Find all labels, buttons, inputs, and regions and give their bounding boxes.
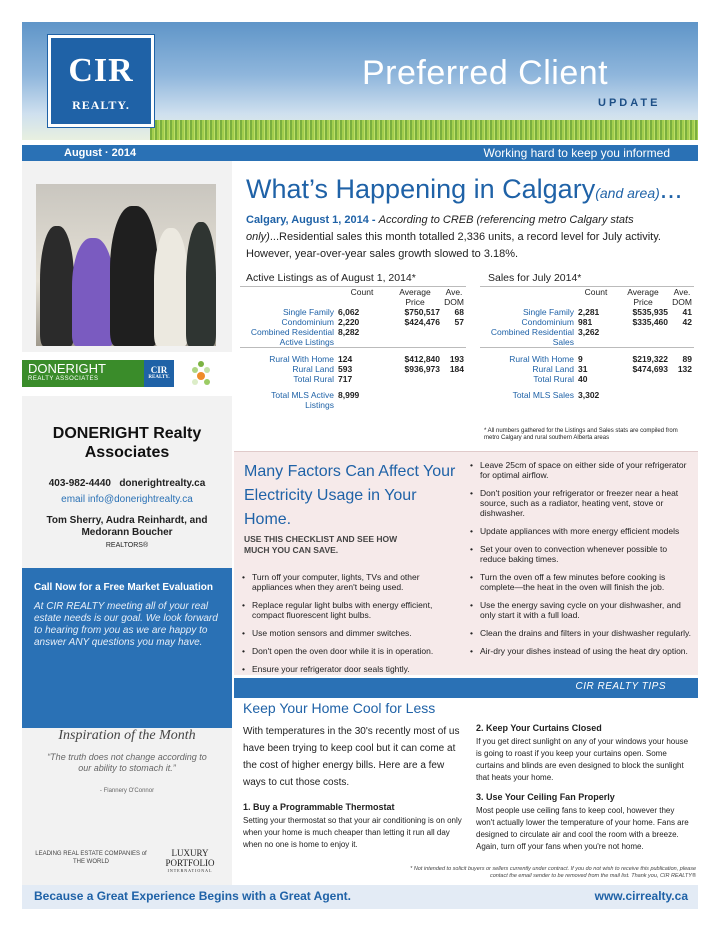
table-row xyxy=(480,374,694,384)
col-avg: Average Price xyxy=(399,287,431,307)
checklist-item: • Set your oven to convection whenever possible to reduce baking times. xyxy=(470,544,692,564)
table-row xyxy=(240,348,466,365)
tip1-title: 1. Buy a Programmable Thermostat xyxy=(243,802,395,812)
cell: 717 xyxy=(338,374,353,384)
disclaimer: * Not intended to solicit buyers or sellers currently under contract. If you do not wish to receive this publication, please contact the email sender to be removed from the mail list. Thank you, CIR REALTY® xyxy=(410,866,696,879)
cell: 42 xyxy=(682,317,692,327)
tips-bar xyxy=(234,678,698,698)
doneright-logo-text: DONERIGHT xyxy=(28,361,106,376)
checklist-item: • Use motion sensors and dimmer switches. xyxy=(242,628,456,638)
table-row xyxy=(480,307,694,317)
sales-heading: Sales for July 2014* xyxy=(488,272,582,284)
newsletter-subtitle: UPDATE xyxy=(598,97,661,109)
row-label: Combined Residential Active Listings xyxy=(250,327,334,347)
cell: 8,282 xyxy=(338,327,360,337)
intro-dateline: Calgary, August 1, 2014 - xyxy=(246,214,376,226)
cell: $424,476 xyxy=(404,317,440,327)
cell: 9 xyxy=(576,348,616,365)
grass-image xyxy=(150,120,698,140)
tips-label: CIR REALTY TIPS xyxy=(575,681,666,692)
inspiration-quote: “The truth does not change according to our ability to stomach it.” xyxy=(47,752,207,773)
leaf-icon xyxy=(190,356,212,392)
intro-source: According to CREB (referencing metro Calgary stats only) xyxy=(246,214,634,243)
tip2-title: 2. Keep Your Curtains Closed xyxy=(476,723,602,733)
doneright-logo-sub: REALTY ASSOCIATES xyxy=(28,376,99,382)
luxury-portfolio-logo xyxy=(160,848,220,873)
row-label: Rural With Home xyxy=(480,348,576,365)
logo-realty-text: REALTY. xyxy=(72,98,130,112)
footer-url[interactable]: www.cirrealty.ca xyxy=(594,889,688,903)
col-count: Count xyxy=(350,287,374,297)
cell xyxy=(670,327,694,348)
tips-intro: With temperatures in the 30's recently most of us have been trying to keep cool but it can come at the cost of higher energy bills. Here are a few ways to cut those costs. xyxy=(243,726,460,788)
row-label: Condominium xyxy=(521,317,574,327)
table-row xyxy=(240,364,466,374)
footer xyxy=(22,885,698,909)
table-header-row xyxy=(480,287,694,307)
contact-block xyxy=(32,424,222,549)
agent-title: REALTORS® xyxy=(105,542,149,549)
listings-table xyxy=(240,286,466,446)
cell: 57 xyxy=(454,317,464,327)
tips-title: Keep Your Home Cool for Less xyxy=(243,700,436,716)
cell xyxy=(388,327,442,348)
row-label: Total Rural xyxy=(533,374,574,384)
email-link[interactable]: email info@donerightrealty.ca xyxy=(61,494,193,505)
cell xyxy=(616,374,670,384)
cell xyxy=(442,384,466,410)
row-label: Single Family xyxy=(522,307,574,317)
row-label: Total MLS Active Listings xyxy=(271,390,334,410)
checklist-item: • Clean the drains and filters in your dishwasher regularly. xyxy=(470,628,692,638)
doneright-cir-logo xyxy=(144,360,174,387)
cell xyxy=(670,384,694,400)
agent-names: Tom Sherry, Audra Reinhardt, and Medorann Boucher xyxy=(46,515,208,538)
row-label: Rural With Home xyxy=(240,348,336,365)
tagline: Working hard to keep you informed xyxy=(483,146,670,160)
main-title-text: What’s Happening in Calgary xyxy=(246,174,596,204)
cell: $474,693 xyxy=(632,364,668,374)
cell xyxy=(670,374,694,384)
cell: 89 xyxy=(670,348,694,365)
inspiration-title: Inspiration of the Month xyxy=(58,728,196,743)
cell: 3,262 xyxy=(578,327,600,337)
cell: $219,322 xyxy=(616,348,670,365)
cell: 3,302 xyxy=(578,390,600,400)
main-title-small: (and area) xyxy=(595,185,660,201)
col-count: Count xyxy=(584,287,608,297)
table-row xyxy=(480,327,694,348)
row-label: Rural Land xyxy=(532,364,574,374)
cell: 31 xyxy=(578,364,588,374)
checklist-item: • Leave 25cm of space on either side of your refrigerator for optimal airflow. xyxy=(470,460,692,480)
checklist-item: • Turn the oven off a few minutes before cooking is complete—the heat in the oven will finish the job. xyxy=(470,572,692,592)
table-row xyxy=(240,374,466,384)
table-row xyxy=(240,327,466,348)
listings-heading: Active Listings as of August 1, 2014* xyxy=(246,272,416,284)
team-photo xyxy=(36,184,216,346)
col-dom: Ave. DOM xyxy=(672,287,692,307)
date-bar xyxy=(22,145,698,161)
electricity-checklist xyxy=(234,451,698,675)
logo-cir-text: CIR xyxy=(68,52,134,89)
cell xyxy=(616,384,670,400)
cell: 593 xyxy=(338,364,353,374)
market-intro xyxy=(246,212,694,263)
checklist-title: Many Factors Can Affect Your Electricity Usage in Your Home. xyxy=(244,463,456,528)
col-dom: Ave. DOM xyxy=(444,287,464,307)
cell: 68 xyxy=(454,307,464,317)
row-label: Rural Land xyxy=(292,364,334,374)
dr-cir-text: CIR xyxy=(150,365,168,375)
row-label: Condominium xyxy=(281,317,334,327)
cell: 40 xyxy=(578,374,588,384)
table-row xyxy=(480,317,694,327)
cell: 193 xyxy=(442,348,466,365)
main-title xyxy=(246,174,682,205)
call-text: At CIR REALTY meeting all of your real estate needs is our goal. We look forward to hearing from you as we are happy to answer ANY questions you may have. xyxy=(34,601,218,648)
cell: $535,935 xyxy=(632,307,668,317)
cell: $750,517 xyxy=(404,307,440,317)
cell: 184 xyxy=(449,364,464,374)
cell: $412,840 xyxy=(388,348,442,365)
market-evaluation-box xyxy=(22,568,232,728)
luxury-portfolio-sub: INTERNATIONAL xyxy=(167,868,213,873)
leading-real-estate-logo: LEADING REAL ESTATE COMPANIES of THE WORLD xyxy=(35,851,147,865)
website-link[interactable]: donerightrealty.ca xyxy=(119,478,206,489)
tip3-text: Most people use ceiling fans to keep cool, however they won't actually lower the temperature of your home. Fans are designed to circulate air and cool the room with a breeze. Again, turn off your fans when you're not home. xyxy=(476,806,689,851)
stats-note: * All numbers gathered for the Listings and Sales stats are compiled from metro Calgary and rural southern Alberta areas xyxy=(484,428,678,441)
table-row xyxy=(480,384,694,400)
luxury-portfolio-text: LUXURY PORTFOLIO xyxy=(165,848,215,868)
table-row xyxy=(480,364,694,374)
checklist-item: • Air-dry your dishes instead of using the heat dry option. xyxy=(470,646,692,656)
sales-table xyxy=(480,286,694,446)
row-label: Combined Residential Sales xyxy=(490,327,574,347)
row-label: Total Rural xyxy=(293,374,334,384)
company-name: DONERIGHT Realty Associates xyxy=(52,425,202,461)
inspiration-author: - Flannery O'Connor xyxy=(99,788,155,794)
cell: 132 xyxy=(677,364,692,374)
checklist-item: • Update appliances with more energy efficient models xyxy=(470,526,692,536)
tip2-text: If you get direct sunlight on any of your windows your house is going to roast if you keep your curtains open. Some curtains and blinds are even designed to block the sunlight that heats your home. xyxy=(476,737,689,782)
row-label: Total MLS Sales xyxy=(512,390,574,400)
inspiration-block xyxy=(22,728,232,794)
cell xyxy=(442,327,466,348)
phone-number: 403-982-4440 xyxy=(48,478,111,489)
tip1-text: Setting your thermostat so that your air conditioning is on only when your home is much cheaper than letting it run all day when no one is home to enjoy it. xyxy=(243,816,462,849)
checklist-subtitle: USE THIS CHECKLIST AND SEE HOW MUCH YOU CAN SAVE. xyxy=(244,534,398,555)
checklist-item: • Don't open the oven door while it is in operation. xyxy=(242,646,456,656)
cell: 981 xyxy=(578,317,593,327)
table-row xyxy=(480,348,694,365)
checklist-item: • Turn off your computer, lights, TVs and other appliances when they aren't being used. xyxy=(242,572,456,592)
cell xyxy=(388,374,442,384)
issue-date: August · 2014 xyxy=(64,147,137,159)
footer-slogan: Because a Great Experience Begins with a Great Agent. xyxy=(34,889,352,903)
row-label: Single Family xyxy=(282,307,334,317)
newsletter-title: Preferred Client xyxy=(362,54,609,92)
cell: $335,460 xyxy=(632,317,668,327)
cell xyxy=(616,327,670,348)
call-title: Call Now for a Free Market Evaluation xyxy=(34,582,213,593)
cell: 2,220 xyxy=(338,317,360,327)
checklist-item: • Use the energy saving cycle on your dishwasher, and only start it with a full load. xyxy=(470,600,692,620)
cell: 8,999 xyxy=(338,390,360,400)
table-row xyxy=(240,307,466,317)
main-title-dots: ... xyxy=(659,174,683,204)
table-row xyxy=(240,317,466,327)
tip3-title: 3. Use Your Ceiling Fan Properly xyxy=(476,792,615,802)
checklist-item: • Don't position your refrigerator or freezer near a heat source, such as a radiator, heating vent, stove or dishwasher. xyxy=(470,488,692,518)
cell: $936,973 xyxy=(404,364,440,374)
cell: 124 xyxy=(336,348,388,365)
dr-cir-sub: REALTY. xyxy=(148,375,170,380)
col-avg: Average Price xyxy=(627,287,659,307)
checklist-item: • Ensure your refrigerator door seals tightly. xyxy=(242,664,456,674)
cir-logo xyxy=(48,35,154,127)
partner-logos xyxy=(22,836,232,884)
cell: 41 xyxy=(682,307,692,317)
table-header-row xyxy=(240,287,466,307)
cell xyxy=(388,384,442,410)
cell: 2,281 xyxy=(578,307,600,317)
cell xyxy=(442,374,466,384)
checklist-item: • Replace regular light bulbs with energy efficient, compact fluorescent light bulbs. xyxy=(242,600,456,620)
cell: 6,062 xyxy=(338,307,360,317)
intro-body: ...Residential sales this month totalled 2,336 units, a record level for July activity. However, year-over-year sales growth slowed to 3.18%. xyxy=(246,231,661,260)
table-row xyxy=(240,384,466,410)
